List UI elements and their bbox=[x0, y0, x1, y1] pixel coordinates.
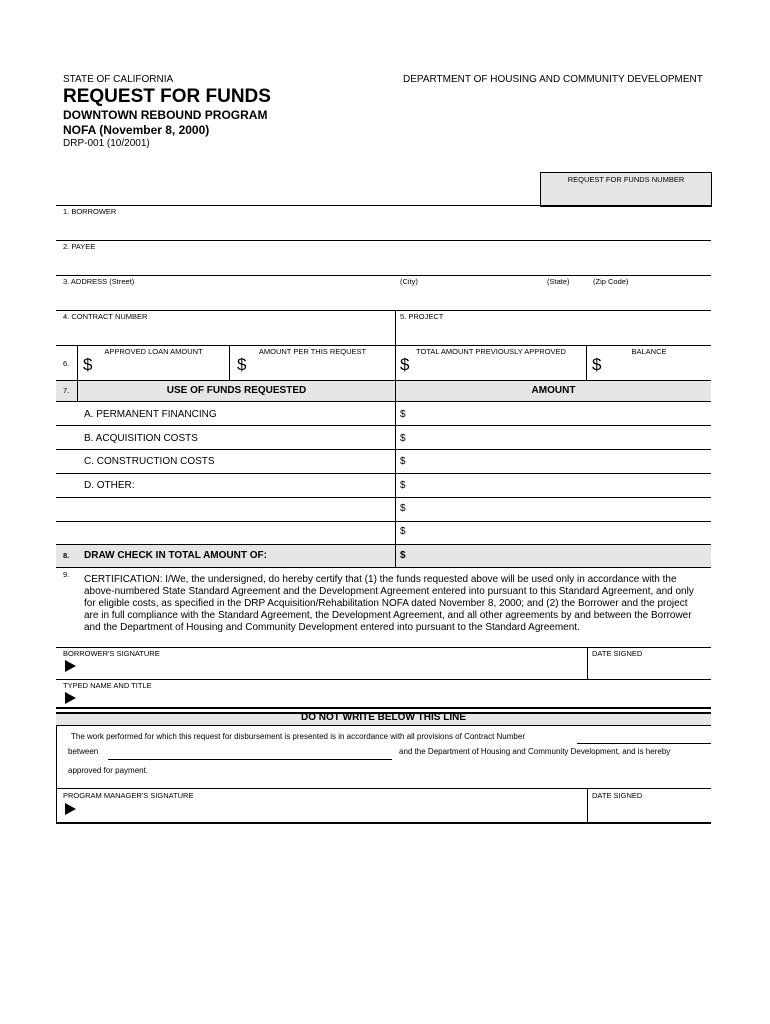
divider bbox=[56, 497, 711, 498]
divider bbox=[56, 449, 711, 450]
program-name: DOWNTOWN REBOUND PROGRAM bbox=[63, 108, 268, 122]
draw-check-amount[interactable] bbox=[412, 546, 710, 565]
permanent-financing-dollar: $ bbox=[400, 409, 406, 420]
state-label-field: (State) bbox=[547, 277, 570, 286]
permanent-financing-label: A. PERMANENT FINANCING bbox=[84, 409, 217, 420]
certification-line-3: for eligible costs, as specified in the DRP Acquisition/Rehabilitation NOFA dated November 8, 2000; and (2) the Borrower and the project bbox=[84, 598, 688, 609]
date-signed-field-2[interactable] bbox=[589, 799, 710, 821]
use-of-funds-header: USE OF FUNDS REQUESTED bbox=[166, 385, 307, 396]
other-dollar: $ bbox=[400, 480, 406, 491]
divider bbox=[56, 822, 711, 824]
permanent-financing-amount[interactable] bbox=[412, 403, 710, 424]
other-dollar-3: $ bbox=[400, 526, 406, 537]
request-number-box[interactable] bbox=[540, 172, 712, 207]
borrower-signature-field[interactable] bbox=[80, 657, 585, 678]
project-label: 5. PROJECT bbox=[400, 312, 444, 321]
page-title: REQUEST FOR FUNDS bbox=[63, 86, 271, 107]
city-label: (City) bbox=[400, 277, 418, 286]
certification-line-4: are in full compliance with the Standard Agreement, the Development Agreement, and all other agreements by and between the Borrower bbox=[84, 610, 692, 621]
other-amount[interactable] bbox=[412, 475, 710, 496]
and-department-label: and the Department of Housing and Community Development, and is hereby bbox=[399, 747, 671, 756]
between-line bbox=[108, 759, 392, 760]
acquisition-costs-label: B. ACQUISITION COSTS bbox=[84, 433, 198, 444]
divider bbox=[395, 544, 396, 567]
amount-header: AMOUNT bbox=[531, 385, 576, 396]
nofa-date: NOFA (November 8, 2000) bbox=[63, 123, 210, 137]
divider bbox=[56, 205, 711, 206]
divider bbox=[587, 647, 588, 679]
other-amount-2[interactable] bbox=[412, 499, 710, 520]
approved-loan-field[interactable] bbox=[96, 356, 228, 378]
per-request-field[interactable] bbox=[250, 356, 394, 378]
approved-for-payment-label: approved for payment. bbox=[68, 766, 149, 775]
construction-costs-label: C. CONSTRUCTION COSTS bbox=[84, 456, 215, 467]
other-label: D. OTHER: bbox=[84, 480, 135, 491]
date-signed-label: DATE SIGNED bbox=[592, 649, 643, 658]
borrower-label: 1. BORROWER bbox=[63, 207, 117, 216]
date-signed-label-2: DATE SIGNED bbox=[592, 791, 643, 800]
payee-field[interactable] bbox=[56, 251, 711, 275]
per-request-dollar: $ bbox=[237, 355, 247, 374]
divider bbox=[56, 275, 711, 276]
divider bbox=[56, 725, 711, 726]
construction-costs-amount[interactable] bbox=[412, 451, 710, 472]
address-field[interactable] bbox=[56, 286, 711, 310]
other-description-field-3[interactable] bbox=[58, 523, 392, 543]
program-manager-signature-label: PROGRAM MANAGER'S SIGNATURE bbox=[63, 791, 194, 800]
zip-label: (Zip Code) bbox=[593, 277, 629, 286]
divider bbox=[56, 473, 711, 474]
construction-costs-dollar: $ bbox=[400, 456, 406, 467]
amount-per-request-label: AMOUNT PER THIS REQUEST bbox=[258, 347, 367, 356]
acquisition-costs-amount[interactable] bbox=[412, 427, 710, 448]
state-label: STATE OF CALIFORNIA bbox=[63, 74, 174, 85]
date-signed-field[interactable] bbox=[589, 657, 710, 678]
divider bbox=[56, 788, 57, 822]
previously-approved-dollar: $ bbox=[400, 355, 410, 374]
balance-field[interactable] bbox=[605, 356, 710, 378]
balance-dollar: $ bbox=[592, 355, 602, 374]
department-label: DEPARTMENT OF HOUSING AND COMMUNITY DEVELOPMENT bbox=[403, 74, 703, 85]
arrow-right-icon bbox=[65, 660, 76, 672]
program-manager-signature-field[interactable] bbox=[80, 799, 585, 821]
certification-line-1: CERTIFICATION: I/We, the undersigned, do hereby certify that (1) the funds requested above will be used only in accordance with the bbox=[84, 574, 677, 585]
other-description-field[interactable] bbox=[124, 475, 392, 496]
borrower-field[interactable] bbox=[56, 216, 711, 240]
divider bbox=[56, 725, 57, 788]
previously-approved-label: TOTAL AMOUNT PREVIOUSLY APPROVED bbox=[416, 347, 566, 356]
previously-approved-field[interactable] bbox=[413, 356, 585, 378]
certification-line-5: and the Department of Housing and Community Development entered into pursuant to the Standard Agreement. bbox=[84, 622, 580, 633]
divider bbox=[56, 310, 711, 311]
certification-line-2: above-numbered State Standard Agreement and the Development Agreement entered into pursuant to this Standard Agreement, and only bbox=[84, 586, 694, 597]
divider bbox=[56, 679, 711, 680]
draw-check-label: DRAW CHECK IN TOTAL AMOUNT OF: bbox=[84, 550, 267, 561]
project-field[interactable] bbox=[396, 321, 711, 345]
divider bbox=[56, 240, 711, 241]
balance-label: BALANCE bbox=[631, 347, 667, 356]
borrower-signature-label: BORROWER'S SIGNATURE bbox=[63, 649, 160, 658]
other-description-field-2[interactable] bbox=[58, 499, 392, 520]
row-7-number: 7. bbox=[63, 386, 70, 395]
between-field[interactable] bbox=[108, 744, 392, 759]
typed-name-field[interactable] bbox=[80, 689, 710, 706]
draw-check-dollar: $ bbox=[400, 550, 406, 561]
office-use-line-1: The work performed for which this request for disbursement is presented is in accordance with all provisions of Contract Number bbox=[71, 732, 525, 741]
other-amount-3[interactable] bbox=[412, 523, 710, 543]
approved-loan-dollar: $ bbox=[83, 355, 93, 374]
divider bbox=[587, 788, 588, 822]
row-9-number: 9. bbox=[63, 570, 70, 579]
office-contract-number-field[interactable] bbox=[577, 729, 711, 743]
address-street-label: 3. ADDRESS (Street) bbox=[63, 277, 135, 286]
approved-loan-label: APPROVED LOAN AMOUNT bbox=[104, 347, 203, 356]
contract-number-label: 4. CONTRACT NUMBER bbox=[63, 312, 148, 321]
divider bbox=[56, 707, 711, 709]
contract-number-line bbox=[577, 743, 711, 744]
payee-label: 2. PAYEE bbox=[63, 242, 96, 251]
row-8-number: 8. bbox=[63, 551, 70, 560]
other-dollar-2: $ bbox=[400, 503, 406, 514]
arrow-right-icon bbox=[65, 803, 76, 815]
divider bbox=[56, 521, 711, 522]
typed-name-label: TYPED NAME AND TITLE bbox=[63, 681, 152, 690]
contract-number-field[interactable] bbox=[56, 321, 395, 345]
arrow-right-icon bbox=[65, 692, 76, 704]
row-6-number: 6. bbox=[63, 359, 70, 368]
divider bbox=[56, 788, 711, 789]
request-number-label: REQUEST FOR FUNDS NUMBER bbox=[567, 175, 685, 184]
divider bbox=[56, 345, 711, 346]
form-id: DRP-001 (10/2001) bbox=[63, 138, 150, 149]
divider bbox=[56, 401, 711, 402]
divider bbox=[56, 647, 711, 648]
do-not-write-label: DO NOT WRITE BELOW THIS LINE bbox=[301, 712, 466, 723]
acquisition-costs-dollar: $ bbox=[400, 433, 406, 444]
between-label: between bbox=[68, 747, 99, 756]
divider bbox=[56, 425, 711, 426]
